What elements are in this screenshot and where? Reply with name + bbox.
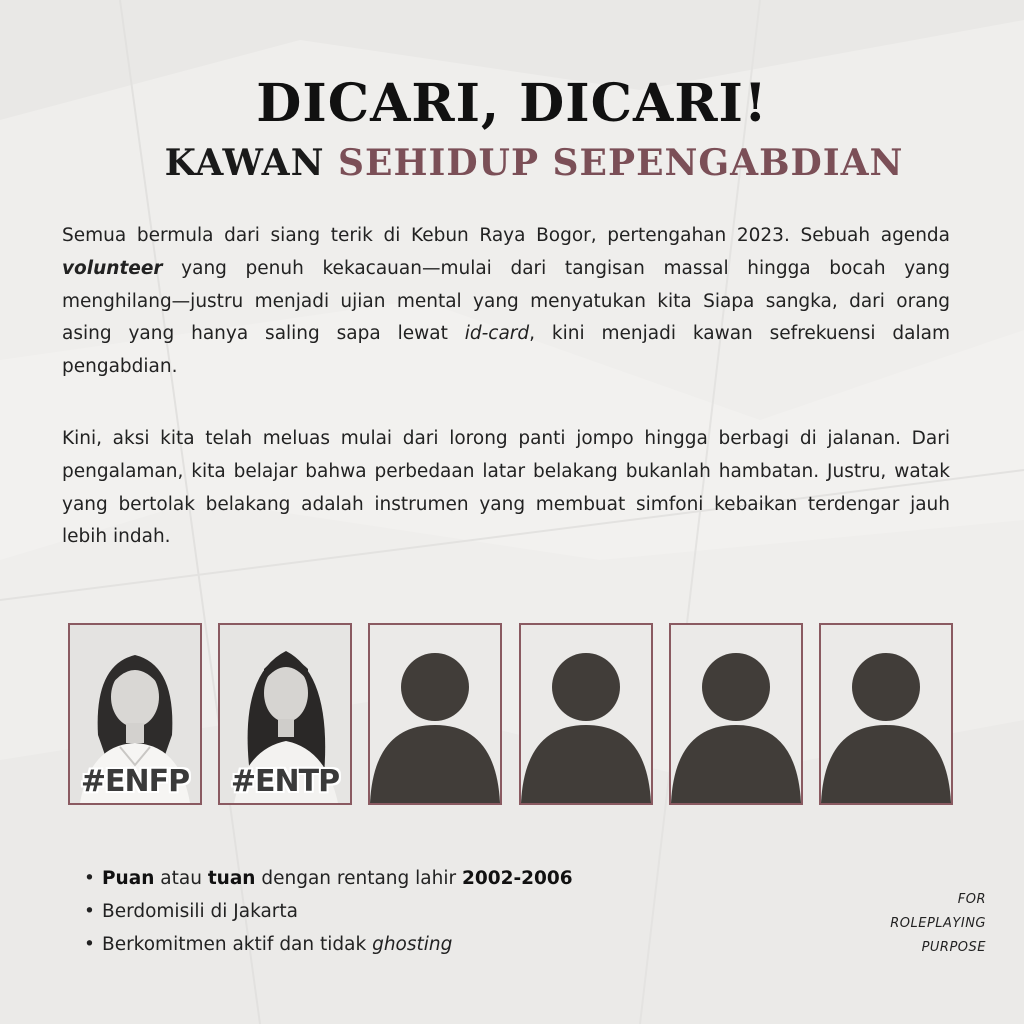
story-emphasis-id-card: id-card: [464, 323, 530, 345]
person-placeholder-icon: [370, 625, 500, 803]
page-subtitle: [0, 140, 1024, 186]
story-paragraph-1: [62, 220, 950, 384]
requirement-bold: 2002-2006: [461, 868, 573, 889]
member-card-photo-2[interactable]: [218, 623, 352, 805]
story-paragraph-2: Kini, aksi kita telah meluas mulai dari lorong panti jompo hingga berbagi di jalanan. Dari pengalaman, kita belajar bahwa perbedaan latar belakang bukanlah hambatan. Justru, watak yang bertolak belakang adalah instrumen yang membuat simfoni kebaikan terdengar jauh lebih indah.: [62, 428, 950, 548]
requirement-item: [84, 862, 573, 895]
story-text: , kini menjadi kawan sefrekuensi dalam pengabdian.: [62, 323, 950, 378]
person-placeholder-icon: [671, 625, 801, 803]
requirement-item: [84, 928, 573, 961]
requirement-bold: tuan: [207, 868, 256, 889]
requirement-item: [84, 895, 573, 928]
member-card-placeholder-6[interactable]: [819, 623, 953, 805]
disclaimer-line: ROLEPLAYING: [890, 916, 986, 931]
requirements-list: [84, 862, 573, 961]
subtitle-part-1: KAWAN: [164, 142, 325, 184]
person-placeholder-icon: [521, 625, 651, 803]
member-card-photo-1[interactable]: [68, 623, 202, 805]
bullet-icon: •: [84, 934, 95, 955]
story-text: Semua bermula dari siang terik di Kebun Raya Bogor, pertengahan 2023. Sebuah agenda: [62, 225, 950, 246]
bullet-icon: •: [84, 901, 95, 922]
member-card-placeholder-3[interactable]: [368, 623, 502, 805]
requirement-text: dengan rentang lahir: [255, 868, 462, 889]
disclaimer-line: PURPOSE: [921, 940, 986, 955]
requirement-text: atau: [154, 868, 208, 889]
mbti-tag: #ENFP: [80, 764, 190, 799]
mbti-tag: #ENTP: [230, 764, 340, 799]
requirement-emphasis: ghosting: [372, 934, 453, 955]
person-placeholder-icon: [821, 625, 951, 803]
disclaimer-line: FOR: [957, 892, 986, 907]
member-card-placeholder-5[interactable]: [669, 623, 803, 805]
bullet-icon: •: [84, 868, 95, 889]
requirement-bold: Puan: [102, 868, 155, 889]
requirement-text: Berdomisili di Jakarta: [102, 901, 298, 922]
subtitle-part-2: SEHIDUP SEPENGABDIAN: [338, 142, 904, 184]
member-card-placeholder-4[interactable]: [519, 623, 653, 805]
roleplay-disclaimer: [890, 888, 986, 960]
page-title: DICARI, DICARI!: [256, 73, 768, 134]
story-text: yang penuh kekacauan—mulai dari tangisan massal hingga bocah yang menghilang—justru menjadi ujian mental yang menyatukan kita Siapa sangka, dari orang asing yang hanya saling sapa lewat: [62, 257, 950, 345]
requirement-text: Berkomitmen aktif dan tidak: [102, 934, 373, 955]
story-emphasis-volunteer: volunteer: [62, 257, 163, 279]
